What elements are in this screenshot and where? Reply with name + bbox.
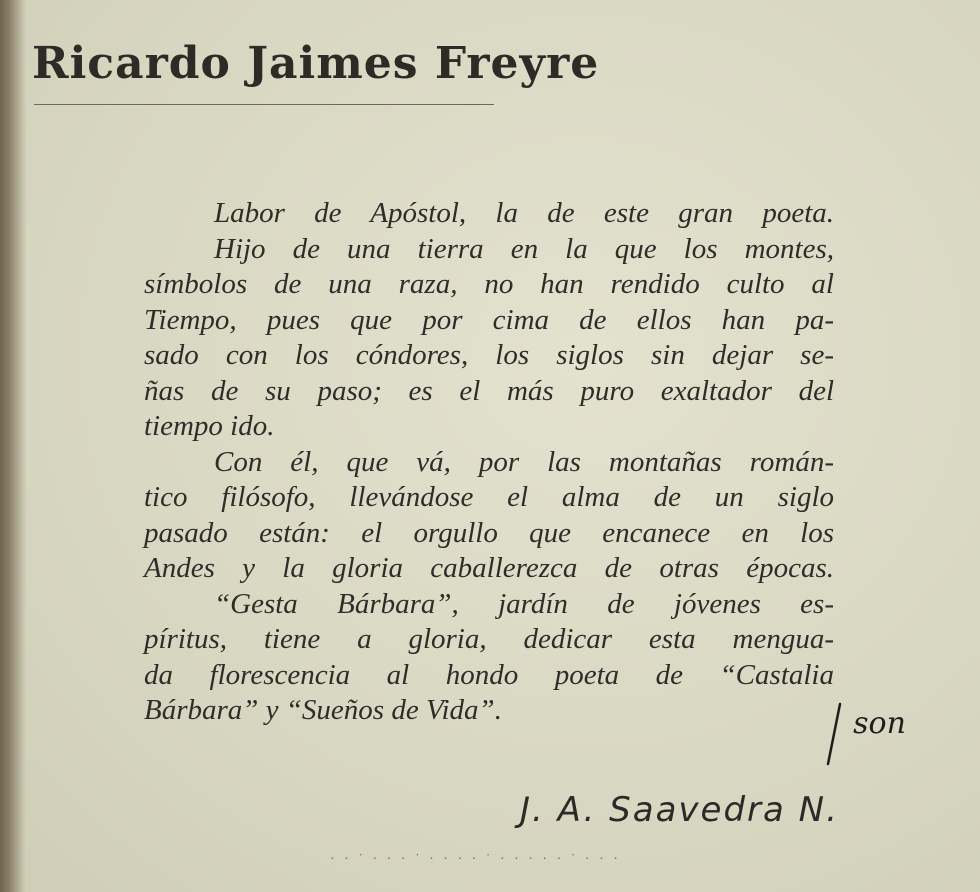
text-line: “Gesta Bárbara”, jardín de jóvenes es-	[214, 587, 834, 620]
text-line: Tiempo, pues que por cima de ellos han pa-	[144, 303, 834, 336]
text-line: tiempo ido.	[144, 410, 275, 442]
text-line: Con él, que vá, por las montañas román-	[214, 445, 834, 478]
text-line: símbolos de una raza, no han rendido culto al	[144, 268, 834, 300]
text-line: tico filósofo, llevándose el alma de un siglo	[144, 481, 834, 513]
text-line: sado con los cóndores, los siglos sin dejar se-	[144, 339, 834, 371]
book-spine-shadow	[0, 0, 26, 892]
text-line: Andes y la gloria caballerezca de otras épocas.	[144, 552, 834, 584]
text-line: da florescencia al hondo poeta de “Castalia	[144, 658, 834, 691]
author-signature: J. A. Saavedra N.	[520, 790, 839, 830]
text-line: ñas de su paso; es el más puro exaltador del	[144, 374, 834, 407]
text-line: píritus, tiene a gloria, dedicar esta mengua-	[144, 623, 834, 655]
text-line: Labor de Apóstol, la de este gran poeta.	[214, 197, 834, 229]
text-line: Bárbara” y “Sueños de Vida”.	[144, 694, 502, 726]
title-underline	[34, 104, 494, 105]
page-title: Ricardo Jaimes Freyre	[32, 38, 600, 89]
text-line: pasado están: el orgullo que encanece en los	[144, 516, 834, 549]
dedication-text	[144, 196, 834, 729]
bleed-through-dots: · · ˙ · · · ˙ · · · · ˙ · · · · · ˙ · · ·	[330, 852, 621, 867]
text-line: Hijo de una tierra en la que los montes,	[214, 232, 834, 265]
handwritten-note: son	[853, 706, 906, 741]
